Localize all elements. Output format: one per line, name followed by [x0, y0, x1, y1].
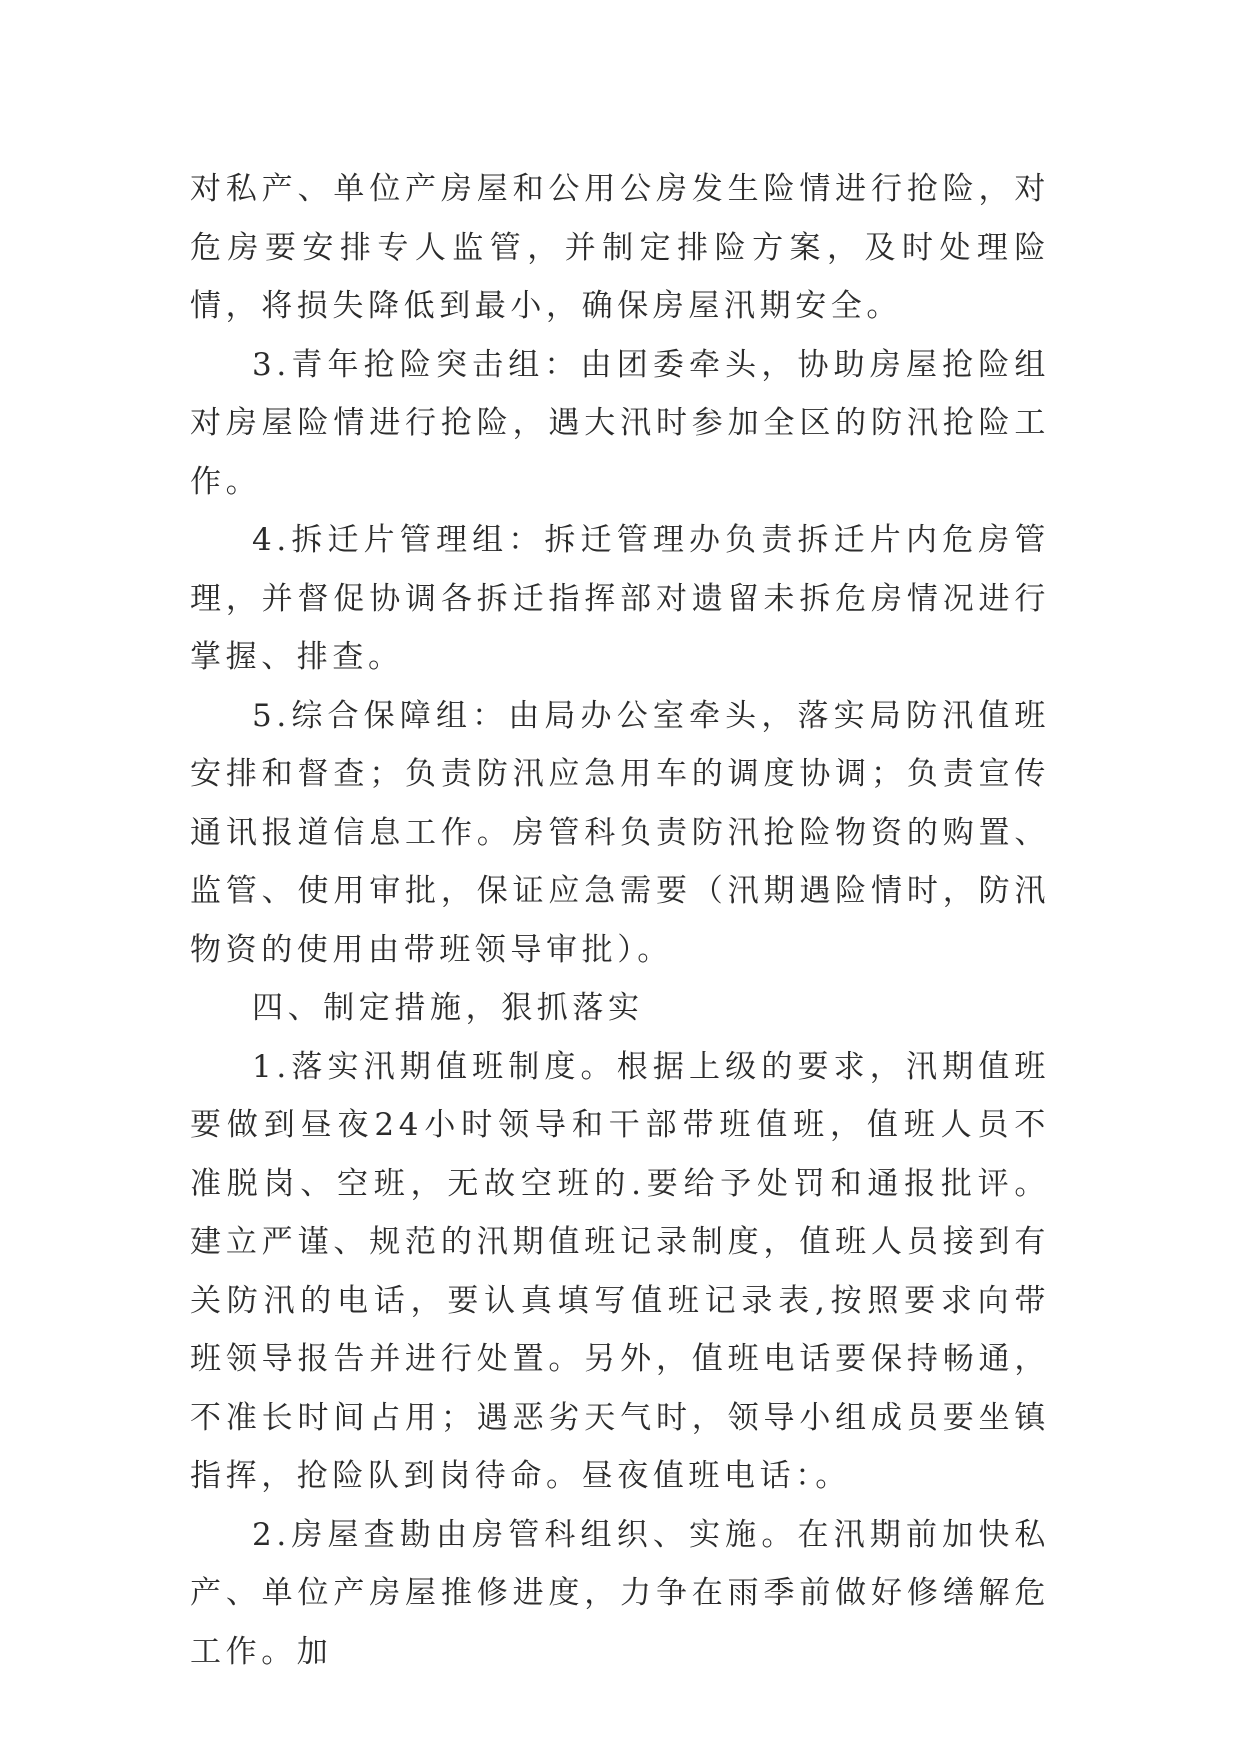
paragraph-youth-rescue-team: 3.青年抢险突击组：由团委牵头，协助房屋抢险组对房屋险情进行抢险，遇大汛时参加全区的防汛抢险工作。	[190, 346, 1050, 500]
paragraph-house-inspection: 2.房屋查勘由房管科组织、实施。在汛期前加快私产、单位产房屋推修进度，力争在雨季前做好修缮解危工作。加	[190, 1516, 1050, 1670]
paragraph-comprehensive-support-team: 5.综合保障组：由局办公室牵头，落实局防汛值班安排和督查；负责防汛应急用车的调度协调；负责宣传通讯报道信息工作。房管科负责防汛抢险物资的购置、监管、使用审批，保证应急需要（汛期遇险情时，防汛物资的使用由带班领导审批）。	[190, 697, 1050, 968]
paragraph-continuation: 对私产、单位产房屋和公用公房发生险情进行抢险，对危房要安排专人监管，并制定排险方案，及时处理险情，将损失降低到最小，确保房屋汛期安全。	[190, 171, 1050, 324]
section-heading-measures: 四、制定措施，狠抓落实	[252, 990, 644, 1026]
paragraph-duty-system: 1.落实汛期值班制度。根据上级的要求，汛期值班要做到昼夜24小时领导和干部带班值班，值班人员不准脱岗、空班，无故空班的.要给予处罚和通报批评。建立严谨、规范的汛期值班记录制度，值班人员接到有关防汛的电话，要认真填写值班记录表,按照要求向带班领导报告并进行处置。另外，值班电话要保持畅通，不准长时间占用；遇恶劣天气时，领导小组成员要坐镇指挥，抢险队到岗待命。昼夜值班电话：。	[190, 1048, 1050, 1494]
document-body	[190, 160, 1050, 1681]
paragraph-demolition-management-team: 4.拆迁片管理组：拆迁管理办负责拆迁片内危房管理，并督促协调各拆迁指挥部对遗留未拆危房情况进行掌握、排查。	[190, 522, 1050, 675]
